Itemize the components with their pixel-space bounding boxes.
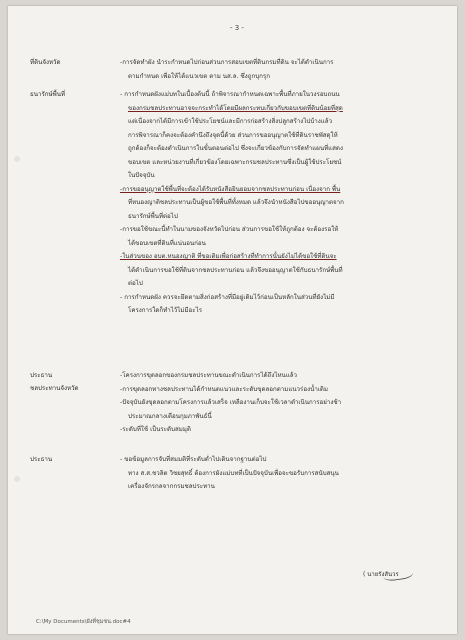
- file-path-footer: C:\My Documents\ผังที่ชุมชน.doc#4: [36, 619, 131, 625]
- text-line: ได้ดำเนินการขอใช้ที่ดินจากชลประทานก่อน แล้วจึงขออนุญาตใช้กับธนารักษ์พื้นที่: [128, 266, 343, 274]
- document-page: [8, 6, 457, 634]
- section-text: [120, 56, 442, 83]
- text-line: ถูกต้องก็จะต้องดำเนินการในขั้นตอนต่อไป ซึ่งจะเกี่ยวข้องกับการจัดทำแผนที่แสดง: [128, 145, 343, 152]
- text-line: -การขอใช้ขณะนี้ทำในนามของจังหวัดไปก่อน ส่วนการขอใช้ให้ถูกต้อง จะต้องรอให้: [120, 226, 339, 233]
- section-text: [120, 369, 442, 437]
- speaker-label: ประธาน ชลประทานจังหวัด: [30, 372, 79, 392]
- text-line: ในปัจจุบัน: [128, 172, 155, 179]
- text-line: ประมาณกลางเดือนกุมภาพันธ์นี้: [128, 412, 212, 420]
- text-line: -ในส่วนของ อบต.หนองญาติ ที่ขอเติมเพื่อก่อสร้างที่ทำการนั้นยังไม่ได้ขอใช้ที่ดินจะ: [120, 253, 337, 260]
- text-line: ต่อไป: [128, 280, 143, 287]
- speaker-label: ประธาน: [30, 456, 53, 463]
- text-line: - การกำหนดผัง ควรจะยึดตามสิ่งก่อสร้างที่มีอยู่เดิมไว้ก่อนเป็นหลักในส่วนที่ยังไม่มี: [120, 293, 335, 301]
- signature-text: ( นายรังสันวร: [363, 571, 399, 578]
- text-line: -การขุดลอกทางชลประทานได้กำหนดแนวและระดับขุดลอกตามแนวร่องน้ำเดิม: [120, 385, 329, 393]
- text-line: การพิจารณาก็คงจะต้องคำนึงถึงจุดนี้ด้วย ส่วนการขออนุญาตใช้ที่ดินราชพัสดุให้: [128, 131, 338, 139]
- text-line: ได้ขอบเขตที่ดินที่แน่นอนก่อน: [128, 239, 206, 247]
- text-line: -ปัจจุบันยังขุดลอกตามโครงการแล้วเสร็จ เหลืองานเก็บจะใช้เวลาดำเนินการอย่างช้า: [120, 399, 342, 406]
- text-line: -โครงการขุดลอกของกรมชลประทานขณะดำเนินการได้ถึงไหนแล้ว: [120, 372, 298, 379]
- text-line: -การขออนุญาตใช้พื้นที่จะต้องได้รับหนังสือยินยอมจากชลประทานก่อน เนื่องจาก พื้น: [120, 185, 341, 193]
- text-line: ที่หนองญาติชลประทานเป็นผู้ขอใช้พื้นที่ทั้งหมด แล้วจึงนำหนังสือไปขออนุญาตจาก: [128, 199, 344, 206]
- punch-hole: [14, 156, 20, 162]
- text-line: ตามกำหนด เพื่อให้ได้แนวเขต ตาม นส.ล. ซึ่งถูกบุกรุก: [128, 72, 270, 80]
- text-line: - ขอข้อมูลการจับที่สมมติที่ระดับต่ำไปเดินจากฐานต่อไป: [120, 456, 267, 463]
- section-text: [120, 88, 442, 318]
- text-line: - การกำหนดผังแม่บทในเบื้องต้นนี้ ถ้าพิจารณากำหนดเฉพาะพื้นที่ภายในวงรอบถนน: [120, 91, 340, 98]
- text-line: โครงการใดก็ทำไว้ไม่มีอะไร: [128, 307, 203, 314]
- text-line: ทาง ส.ส.ชวลิต วิชยสุทธิ์ ต้องการผังแม่บทที่เป็นปัจจุบันเพื่อจะขอรับการสนับสนุน: [128, 469, 339, 477]
- text-line: -การจัดทำผัง นำระกำหนดไปก่อนส่วนการสอบเขตที่ดินกรมที่ดิน จะได้ดำเนินการ: [120, 59, 334, 66]
- speaker-label: ธนารักษ์พื้นที่: [30, 91, 66, 98]
- text-line: เครื่องจักรกลจากกรมชลประทาน: [128, 483, 215, 490]
- text-line: ขอบเขต และหน่วยงานที่เกี่ยวข้องโดยเฉพาะกรมชลประทานซึ่งเป็นผู้ใช้ประโยชน์: [128, 158, 342, 166]
- text-line: แต่เนื่องจากได้มีการเข้าใช้ประโยชน์และมีการก่อสร้างสิ่งปลูกสร้างไปบ้างแล้ว: [128, 118, 333, 125]
- speaker-label: ที่ดินจังหวัด: [30, 59, 61, 66]
- text-line: ธนารักษ์พื้นที่ต่อไป: [128, 212, 178, 220]
- text-line: -ระดับที่ใช้ เป็นระดับสมมุติ: [120, 426, 191, 433]
- signature-mark: [382, 565, 414, 582]
- page-number: - 3 -: [230, 24, 244, 32]
- text-line: ของกรมชลประทานอาจจะกระทำได้โดยมีผลกระทบเกี่ยวกับขอบเขตที่ดินน้อยที่สุด: [128, 104, 343, 112]
- punch-hole: [14, 476, 20, 482]
- section-text: [120, 453, 442, 494]
